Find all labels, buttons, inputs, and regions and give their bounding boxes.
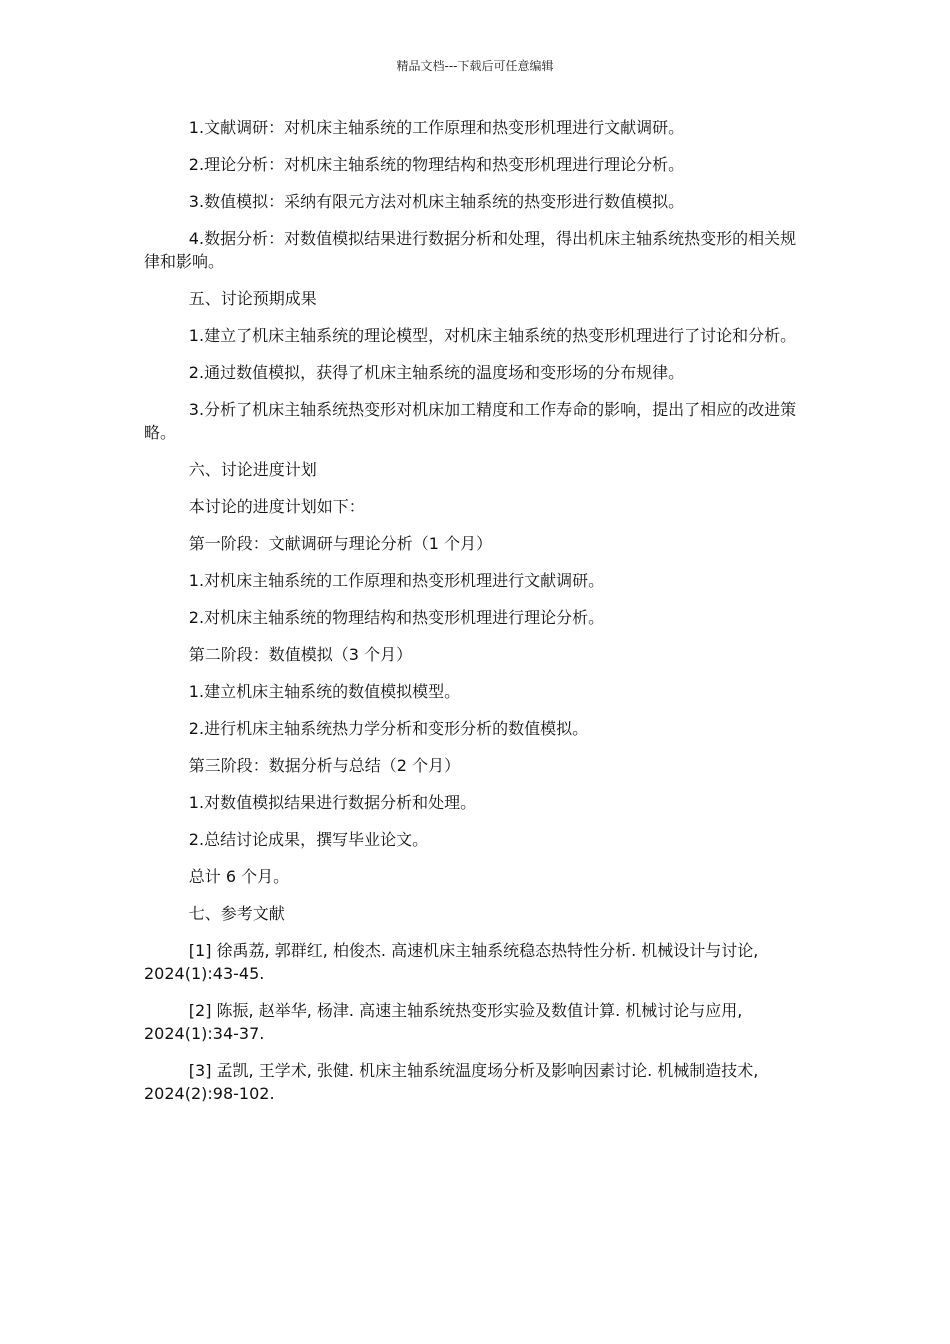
paragraph: 3.数值模拟：采纳有限元方法对机床主轴系统的热变形进行数值模拟。 <box>188 192 685 211</box>
paragraph: 1.建立了机床主轴系统的理论模型，对机床主轴系统的热变形机理进行了讨论和分析。 <box>188 326 797 345</box>
paragraph: 2.进行机床主轴系统热力学分析和变形分析的数值模拟。 <box>188 719 589 738</box>
paragraph: 1.对数值模拟结果进行数据分析和处理。 <box>188 793 477 812</box>
section-heading: 五、讨论预期成果 <box>188 289 317 308</box>
reference-item: [2] 陈振, 赵举华, 杨津. 高速主轴系统热变形实验及数值计算. 机械讨论与应用, 2024(1):34-37. <box>144 1001 743 1043</box>
paragraph: 2.通过数值模拟，获得了机床主轴系统的温度场和变形场的分布规律。 <box>188 363 685 382</box>
paragraph: 1.对机床主轴系统的工作原理和热变形机理进行文献调研。 <box>188 571 605 590</box>
paragraph: 3.分析了机床主轴系统热变形对机床加工精度和工作寿命的影响，提出了相应的改进策略。 <box>144 400 797 442</box>
paragraph: 2.总结讨论成果，撰写毕业论文。 <box>188 830 429 849</box>
reference-item: [1] 徐禹荔, 郭群红, 柏俊杰. 高速机床主轴系统稳态热特性分析. 机械设计与讨论, 2024(1):43-45. <box>144 941 759 983</box>
paragraph: 2.对机床主轴系统的物理结构和热变形机理进行理论分析。 <box>188 608 605 627</box>
phase-heading: 第二阶段：数值模拟（3 个月） <box>188 645 413 664</box>
page-header: 精品文档---下载后可任意编辑 <box>396 59 554 73</box>
section-heading: 七、参考文献 <box>188 904 285 923</box>
section-heading: 六、讨论进度计划 <box>188 460 317 479</box>
document-body <box>144 116 806 1119</box>
paragraph: 1.建立机床主轴系统的数值模拟模型。 <box>188 682 461 701</box>
paragraph: 总计 6 个月。 <box>188 867 290 886</box>
reference-item: [3] 孟凯, 王学术, 张健. 机床主轴系统温度场分析及影响因素讨论. 机械制造技术, 2024(2):98-102. <box>144 1061 759 1103</box>
paragraph: 2.理论分析：对机床主轴系统的物理结构和热变形机理进行理论分析。 <box>188 155 685 174</box>
paragraph: 4.数据分析：对数值模拟结果进行数据分析和处理，得出机床主轴系统热变形的相关规律和影响。 <box>144 229 797 271</box>
paragraph: 本讨论的进度计划如下： <box>188 497 365 516</box>
phase-heading: 第一阶段：文献调研与理论分析（1 个月） <box>188 534 493 553</box>
paragraph: 1.文献调研：对机床主轴系统的工作原理和热变形机理进行文献调研。 <box>188 118 685 137</box>
phase-heading: 第三阶段：数据分析与总结（2 个月） <box>188 756 461 775</box>
